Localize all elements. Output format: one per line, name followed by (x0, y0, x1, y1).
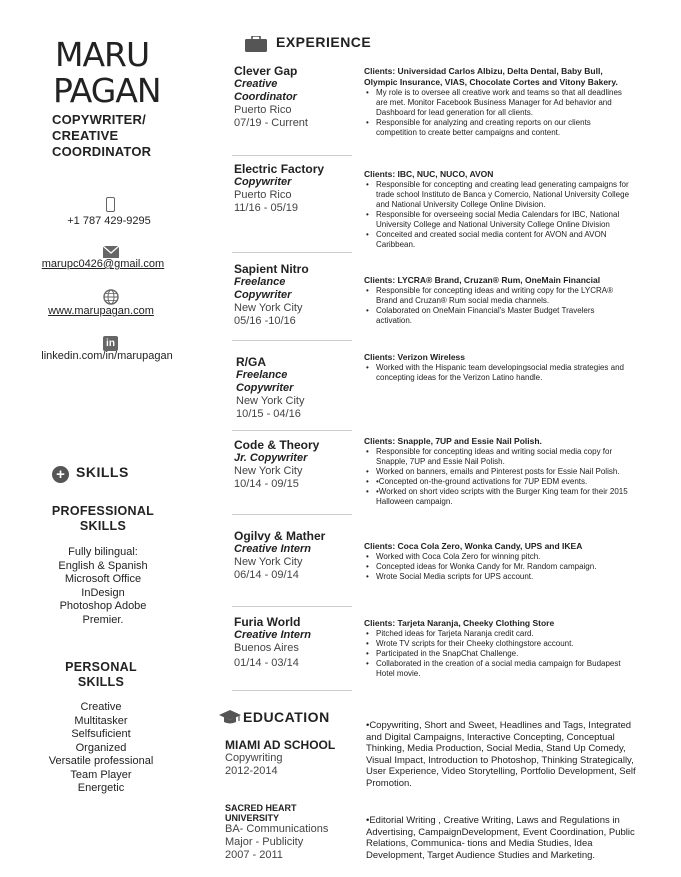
personal-heading-line-1: PERSONAL (65, 660, 137, 674)
job-dates: 10/14 - 09/15 (234, 478, 299, 490)
phone-number: +1 787 429-9295 (67, 215, 151, 227)
job-clients: Clients: Coca Cola Zero, Wonka Candy, UPS and IKEA (364, 541, 583, 551)
list-item: English & Spanish (58, 559, 148, 572)
school-dates: 2007 - 2011 (225, 849, 283, 861)
list-item: • Wrote TV scripts for their Cheeky clothingstore account. (364, 639, 632, 649)
school-major: Major - Publicity (225, 836, 304, 848)
professional-heading-line-1: PROFESSIONAL (51, 504, 155, 518)
job-details (364, 436, 634, 507)
list-item: • Conceited and created social media content for AVON and AVON Caribbean. (364, 230, 632, 250)
job-title: Freelance (234, 276, 286, 288)
job-location: New York City (236, 395, 305, 407)
job-title: Creative Intern (234, 543, 312, 555)
list-item: InDesign (81, 586, 125, 599)
job-details (364, 541, 634, 582)
job-location: New York City (234, 556, 303, 568)
list-item: • My role is to oversee all creative work and teams so that all deadlines are met. Monitor Facebook Business Manager for Ad behavior and Dashboard for lead generation for all clients. (364, 88, 632, 118)
job-clients: Clients: Verizon Wireless (364, 352, 466, 362)
job-title: Copywriter (236, 382, 294, 394)
personal-skills-list (1, 701, 201, 796)
job-title: Creative (234, 78, 278, 90)
divider (232, 155, 352, 156)
list-item: Organized (75, 741, 127, 754)
job-title: Coordinator (234, 91, 297, 103)
job-title: Creative Intern (234, 629, 312, 641)
email-link[interactable]: marupc0426@gmail.com (41, 258, 165, 270)
list-item: • Concepted ideas for Wonka Candy for Mr. Random campaign. (364, 562, 632, 572)
job-details (364, 169, 634, 250)
job-entry (234, 616, 359, 670)
job-title: Copywriter (234, 289, 292, 301)
name-last: PAGAN (53, 71, 161, 110)
divider (232, 514, 352, 515)
job-company: Code & Theory (234, 438, 320, 452)
list-item: Energetic (77, 782, 125, 794)
list-item: • Responsible for analyzing and creating reports on our clients competition to create better campaigns and content. (364, 118, 632, 138)
job-company: R/GA (236, 355, 266, 369)
job-dates: 05/16 -10/16 (234, 315, 296, 327)
list-item: • Worked with Coca Cola Zero for winning pitch. (364, 552, 632, 562)
list-item: • Wrote Social Media scripts for UPS account. (364, 572, 632, 582)
list-item: • •Worked on short video scripts with the Burger King team for their 2015 Halloween campaign. (364, 487, 632, 507)
role-line-1: COPYWRITER/ (52, 112, 146, 127)
education-heading: EDUCATION (243, 709, 330, 725)
job-clients: Clients: Tarjeta Naranja, Cheeky Clothing Store (364, 618, 555, 628)
list-item: • Worked on banners, emails and Pinterest posts for Essie Nail Polish. (364, 467, 632, 477)
job-location: Buenos Aires (234, 642, 299, 654)
list-item: Versatile professional (48, 755, 154, 767)
professional-skills-list (3, 546, 203, 627)
list-item: • Colaborated on OneMain Financial's Master Budget Travelers activation. (364, 306, 632, 326)
job-entry (234, 530, 359, 582)
graduation-cap-icon (219, 709, 241, 730)
list-item: • Responsible for overseeing social Media Calendars for IBC, National University College and National University College Online Division (364, 210, 632, 230)
list-item: Multitasker (74, 714, 128, 727)
briefcase-icon (245, 36, 267, 57)
phone-icon (106, 197, 115, 212)
school-name: SACRED HEART (225, 803, 297, 813)
job-location: New York City (234, 302, 303, 314)
school-degree: BA- Communications (225, 823, 329, 835)
job-company: Ogilvy & Mather (234, 529, 326, 543)
school-courses: •Copywriting, Short and Sweet, Headlines and Tags, Integrated and Digital Campaigns, Interactive Concepting, Conceptual Thinking, Media Production, Social Media, Stand Up Comedy, Visual Impact, Introduction to Photoshop, Thinking Strategically, User Experience, Video Storytelling, Portfolio Development, Self Promotion. (366, 720, 636, 789)
job-company: Furia World (234, 615, 301, 629)
job-company: Electric Factory (234, 162, 325, 176)
list-item: Selfsuficient (71, 728, 131, 740)
job-dates: 11/16 - 05/19 (234, 202, 299, 214)
education-entry (225, 803, 360, 862)
list-item: Microsoft Office (64, 573, 142, 585)
job-company: Clever Gap (234, 64, 298, 78)
list-item: • Participated in the SnapChat Challenge. (364, 649, 632, 659)
divider (232, 606, 352, 607)
skills-heading: SKILLS (76, 464, 129, 480)
list-item: • Responsible for concepting and creating lead generating campaigns for trade school Instituto de Banca y Comercio, National University College and National University College Online Division. (364, 180, 632, 210)
name-first: MARU (55, 35, 150, 74)
list-item: • Responsible for concepting ideas and writing social media copy for Snapple, 7UP and Essie Nail Polish. (364, 447, 632, 467)
linkedin-link[interactable]: linkedin.com/in/marupagan (41, 350, 173, 362)
personal-heading-line-2: SKILLS (77, 675, 125, 689)
job-location: New York City (234, 465, 303, 477)
job-details (364, 66, 634, 138)
list-item: Premier. (82, 613, 124, 626)
job-clients: Clients: LYCRA® Brand, Cruzan® Rum, OneMain Financial (364, 275, 601, 285)
divider (232, 690, 352, 691)
job-dates: 07/19 - Current (234, 117, 308, 129)
job-details (364, 352, 634, 383)
job-entry (234, 263, 359, 328)
job-entry (234, 163, 359, 215)
job-title: Jr. Copywriter (234, 452, 308, 464)
experience-heading: EXPERIENCE (276, 34, 372, 50)
job-location: Puerto Rico (234, 104, 292, 116)
job-dates: 01/14 - 03/14 (234, 657, 299, 669)
list-item: Creative (80, 701, 122, 713)
school-name: UNIVERSITY (225, 813, 280, 823)
job-details (364, 618, 634, 679)
role-line-2: CREATIVE (52, 128, 119, 143)
list-item: Team Player (70, 768, 132, 781)
job-entry (236, 356, 361, 421)
school-dates: 2012-2014 (225, 765, 278, 777)
professional-heading-line-2: SKILLS (79, 519, 127, 533)
education-entry (225, 739, 360, 778)
list-item: • Pitched ideas for Tarjeta Naranja credit card. (364, 629, 632, 639)
school-name: MIAMI AD SCHOOL (225, 738, 336, 752)
job-entry (234, 439, 359, 491)
list-item: Photoshop Adobe (59, 600, 147, 612)
job-clients: Clients: Universidad Carlos Albizu, Delta Dental, Baby Bull, Olympic Insurance, VIAS, Chocolate Cortes and Vitony Bakery. (364, 66, 618, 87)
list-item: • •Concepted on-the-ground activations for 7UP EDM events. (364, 477, 632, 487)
role-line-3: COORDINATOR (52, 144, 152, 159)
professional-skills-heading (3, 504, 203, 534)
job-company: Sapient Nitro (234, 262, 309, 276)
job-title: Freelance (236, 369, 288, 381)
job-dates: 06/14 - 09/14 (234, 569, 299, 581)
job-clients: Clients: IBC, NUC, NUCO, AVON (364, 169, 494, 179)
divider (232, 430, 352, 431)
job-entry (234, 65, 359, 130)
list-item: • Collaborated in the creation of a social media campaign for Budapest Hotel movie. (364, 659, 632, 679)
plus-circle-icon: + (52, 466, 69, 483)
divider (232, 252, 352, 253)
school-program: Copywriting (225, 752, 283, 764)
job-details (364, 275, 634, 326)
job-location: Puerto Rico (234, 189, 292, 201)
linkedin-icon: in (103, 336, 118, 351)
job-dates: 10/15 - 04/16 (236, 408, 301, 420)
list-item: • Responsible for concepting ideas and writing copy for the LYCRA® Brand and Cruzan® Rum social media channels. (364, 286, 632, 306)
job-title: Copywriter (234, 176, 292, 188)
job-clients: Clients: Snapple, 7UP and Essie Nail Polish. (364, 436, 542, 446)
website-link[interactable]: www.marupagan.com (48, 305, 154, 317)
divider (232, 340, 352, 341)
personal-skills-heading (1, 660, 201, 690)
school-courses: •Editorial Writing , Creative Writing, Laws and Regulations in Advertising, CampaignDevelopment, Event Coordination, Public Relations, Communica- tions and Media Studies, Idea Development, Target Audience Studies and Marketing. (366, 815, 635, 861)
list-item: • Worked with the Hispanic team developingsocial media strategies and concepting ideas for the Verizon Latino handle. (364, 363, 632, 383)
list-item: Fully bilingual: (68, 546, 138, 558)
